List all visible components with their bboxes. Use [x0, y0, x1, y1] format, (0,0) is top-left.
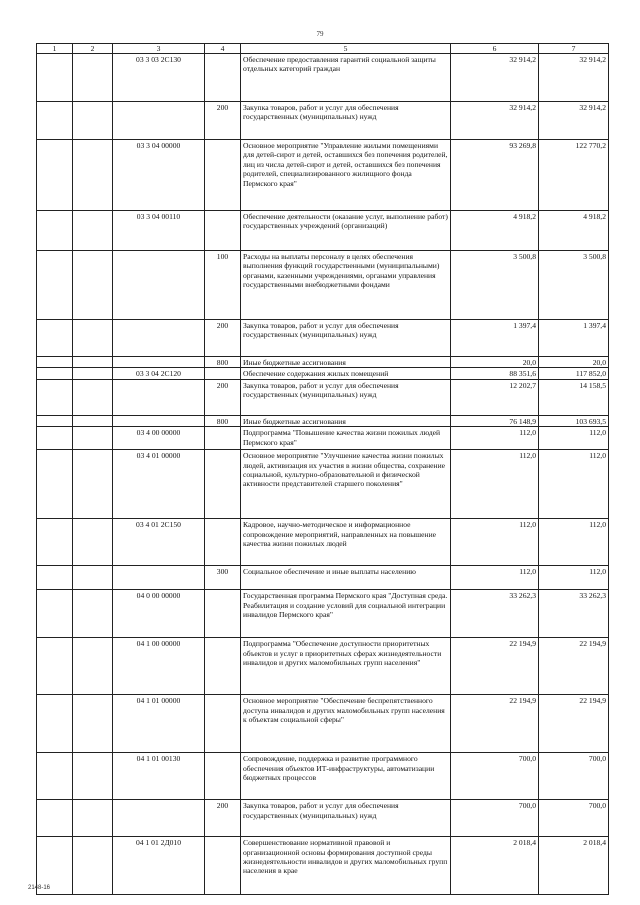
target-article-code: 03 3 03 2С130: [113, 54, 205, 102]
amount-year-2: 3 500,8: [539, 251, 609, 320]
amount-year-1: 700,0: [451, 800, 539, 837]
amount-year-2: 4 918,2: [539, 211, 609, 251]
row-description: Расходы на выплаты персоналу в целях обеспечения выполнения функций государственными (муниципальными) органами, казенными учреждениями, органами управления государственными внебюджетными фондами: [241, 251, 451, 320]
row-description: Совершенствование нормативной правовой и организационной основы формирования доступной среды жизнедеятельности инвалидов и других маломобильных групп населения в крае: [241, 837, 451, 895]
budget-table: [36, 43, 609, 895]
row-description: Иные бюджетные ассигнования: [241, 415, 451, 426]
header-row: [37, 44, 609, 54]
target-article-code: 03 4 00 00000: [113, 427, 205, 450]
expense-type-code: 800: [205, 415, 241, 426]
amount-year-2: 1 397,4: [539, 320, 609, 357]
amount-year-2: 20,0: [539, 357, 609, 368]
table-row: [37, 519, 609, 566]
expense-type-code: [205, 638, 241, 695]
amount-year-1: 22 194,9: [451, 695, 539, 753]
table-row: [37, 140, 609, 211]
target-article-code: [113, 566, 205, 590]
row-description: Основное мероприятие "Улучшение качества жизни пожилых людей, активизация их участия в жизни общества, сохранение социальной, культурно-образовательной и физической активности представителей старшего поколения": [241, 450, 451, 519]
expense-type-code: 200: [205, 379, 241, 415]
amount-year-1: 93 269,8: [451, 140, 539, 211]
table-row: [37, 450, 609, 519]
amount-year-1: 112,0: [451, 427, 539, 450]
row-description: Закупка товаров, работ и услуг для обеспечения государственных (муниципальных) нужд: [241, 379, 451, 415]
table-row: [37, 566, 609, 590]
target-article-code: [113, 251, 205, 320]
amount-year-2: 700,0: [539, 753, 609, 800]
row-description: Подпрограмма "Повышение качества жизни пожилых людей Пермского края": [241, 427, 451, 450]
amount-year-2: 112,0: [539, 519, 609, 566]
target-article-code: [113, 320, 205, 357]
target-article-code: [113, 357, 205, 368]
table-row: [37, 638, 609, 695]
amount-year-2: 22 194,9: [539, 695, 609, 753]
header-col-1: 1: [37, 44, 73, 54]
target-article-code: 04 1 01 00000: [113, 695, 205, 753]
amount-year-2: 103 693,5: [539, 415, 609, 426]
row-description: Государственная программа Пермского края "Доступная среда. Реабилитация и создание условий для социальной интеграции инвалидов Пермского края": [241, 590, 451, 638]
target-article-code: 04 1 01 2Д010: [113, 837, 205, 895]
amount-year-1: 32 914,2: [451, 102, 539, 140]
target-article-code: 03 4 01 00000: [113, 450, 205, 519]
amount-year-1: 20,0: [451, 357, 539, 368]
expense-type-code: 200: [205, 102, 241, 140]
page-number: 79: [316, 30, 324, 38]
target-article-code: 04 0 00 00000: [113, 590, 205, 638]
amount-year-1: 112,0: [451, 519, 539, 566]
amount-year-2: 700,0: [539, 800, 609, 837]
header-col-3: 3: [113, 44, 205, 54]
table-row: [37, 427, 609, 450]
header-col-4: 4: [205, 44, 241, 54]
target-article-code: 03 4 01 2С150: [113, 519, 205, 566]
amount-year-1: 76 148,9: [451, 415, 539, 426]
amount-year-2: 33 262,3: [539, 590, 609, 638]
expense-type-code: [205, 140, 241, 211]
target-article-code: 04 1 00 00000: [113, 638, 205, 695]
expense-type-code: [205, 368, 241, 379]
amount-year-1: 112,0: [451, 566, 539, 590]
amount-year-1: 12 202,7: [451, 379, 539, 415]
table-row: [37, 251, 609, 320]
target-article-code: 03 3 04 2С120: [113, 368, 205, 379]
expense-type-code: [205, 590, 241, 638]
amount-year-1: 112,0: [451, 450, 539, 519]
row-description: Обеспечение деятельности (оказание услуг, выполнение работ) государственных учреждений (организаций): [241, 211, 451, 251]
row-description: Кадровое, научно-методическое и информационное сопровождение мероприятий, направленных на повышение качества жизни пожилых людей: [241, 519, 451, 566]
amount-year-1: 32 914,2: [451, 54, 539, 102]
target-article-code: [113, 102, 205, 140]
row-description: Сопровождение, поддержка и развитие программного обеспечения объектов ИТ-инфраструктуры, автоматизации бюджетных процессов: [241, 753, 451, 800]
expense-type-code: 200: [205, 320, 241, 357]
amount-year-2: 32 914,2: [539, 102, 609, 140]
expense-type-code: [205, 427, 241, 450]
amount-year-1: 4 918,2: [451, 211, 539, 251]
target-article-code: 03 3 04 00000: [113, 140, 205, 211]
target-article-code: [113, 415, 205, 426]
row-description: Основное мероприятие "Обеспечение беспрепятственного доступа инвалидов и других маломобильных групп населения к объектам социальной сферы": [241, 695, 451, 753]
table-row: [37, 379, 609, 415]
amount-year-1: 22 194,9: [451, 638, 539, 695]
expense-type-code: [205, 837, 241, 895]
amount-year-2: 14 158,5: [539, 379, 609, 415]
table-row: [37, 695, 609, 753]
table-row: [37, 357, 609, 368]
target-article-code: [113, 379, 205, 415]
table-row: [37, 800, 609, 837]
row-description: Закупка товаров, работ и услуг для обеспечения государственных (муниципальных) нужд: [241, 800, 451, 837]
row-description: Подпрограмма "Обеспечение доступности приоритетных объектов и услуг в приоритетных сферах жизнедеятельности инвалидов и других маломобильных групп населения": [241, 638, 451, 695]
expense-type-code: [205, 54, 241, 102]
amount-year-2: 117 852,0: [539, 368, 609, 379]
header-col-7: 7: [539, 44, 609, 54]
expense-type-code: 300: [205, 566, 241, 590]
table-row: [37, 415, 609, 426]
table-row: [37, 753, 609, 800]
amount-year-1: 700,0: [451, 753, 539, 800]
table-row: [37, 368, 609, 379]
amount-year-2: 112,0: [539, 566, 609, 590]
expense-type-code: 800: [205, 357, 241, 368]
target-article-code: 03 3 04 00110: [113, 211, 205, 251]
row-description: Социальное обеспечение и иные выплаты населению: [241, 566, 451, 590]
table-row: [37, 211, 609, 251]
header-col-5: 5: [241, 44, 451, 54]
amount-year-2: 122 770,2: [539, 140, 609, 211]
table-row: [37, 102, 609, 140]
row-description: Обеспечение предоставления гарантий социальной защиты отдельных категорий граждан: [241, 54, 451, 102]
table-row: [37, 837, 609, 895]
header-col-6: 6: [451, 44, 539, 54]
amount-year-2: 22 194,9: [539, 638, 609, 695]
target-article-code: [113, 800, 205, 837]
row-description: Иные бюджетные ассигнования: [241, 357, 451, 368]
row-description: Закупка товаров, работ и услуг для обеспечения государственных (муниципальных) нужд: [241, 320, 451, 357]
amount-year-2: 112,0: [539, 450, 609, 519]
table-row: [37, 54, 609, 102]
expense-type-code: [205, 753, 241, 800]
amount-year-2: 32 914,2: [539, 54, 609, 102]
amount-year-2: 2 018,4: [539, 837, 609, 895]
table-row: [37, 320, 609, 357]
expense-type-code: 200: [205, 800, 241, 837]
amount-year-1: 3 500,8: [451, 251, 539, 320]
row-description: Основное мероприятие "Управление жилыми помещениями для детей-сирот и детей, оставшихся без попечения родителей, лиц из числа детей-сирот и детей, оставшихся без попечения родителей, специализированного жилищного фонда Пермского края": [241, 140, 451, 211]
target-article-code: 04 1 01 00130: [113, 753, 205, 800]
amount-year-1: 88 351,6: [451, 368, 539, 379]
amount-year-1: 33 262,3: [451, 590, 539, 638]
expense-type-code: [205, 519, 241, 566]
amount-year-1: 1 397,4: [451, 320, 539, 357]
row-description: Закупка товаров, работ и услуг для обеспечения государственных (муниципальных) нужд: [241, 102, 451, 140]
expense-type-code: [205, 450, 241, 519]
document-code: 2148-16: [28, 885, 51, 891]
expense-type-code: [205, 211, 241, 251]
expense-type-code: 100: [205, 251, 241, 320]
header-col-2: 2: [73, 44, 113, 54]
amount-year-2: 112,0: [539, 427, 609, 450]
table-row: [37, 590, 609, 638]
expense-type-code: [205, 695, 241, 753]
amount-year-1: 2 018,4: [451, 837, 539, 895]
row-description: Обеспечение содержания жилых помещений: [241, 368, 451, 379]
